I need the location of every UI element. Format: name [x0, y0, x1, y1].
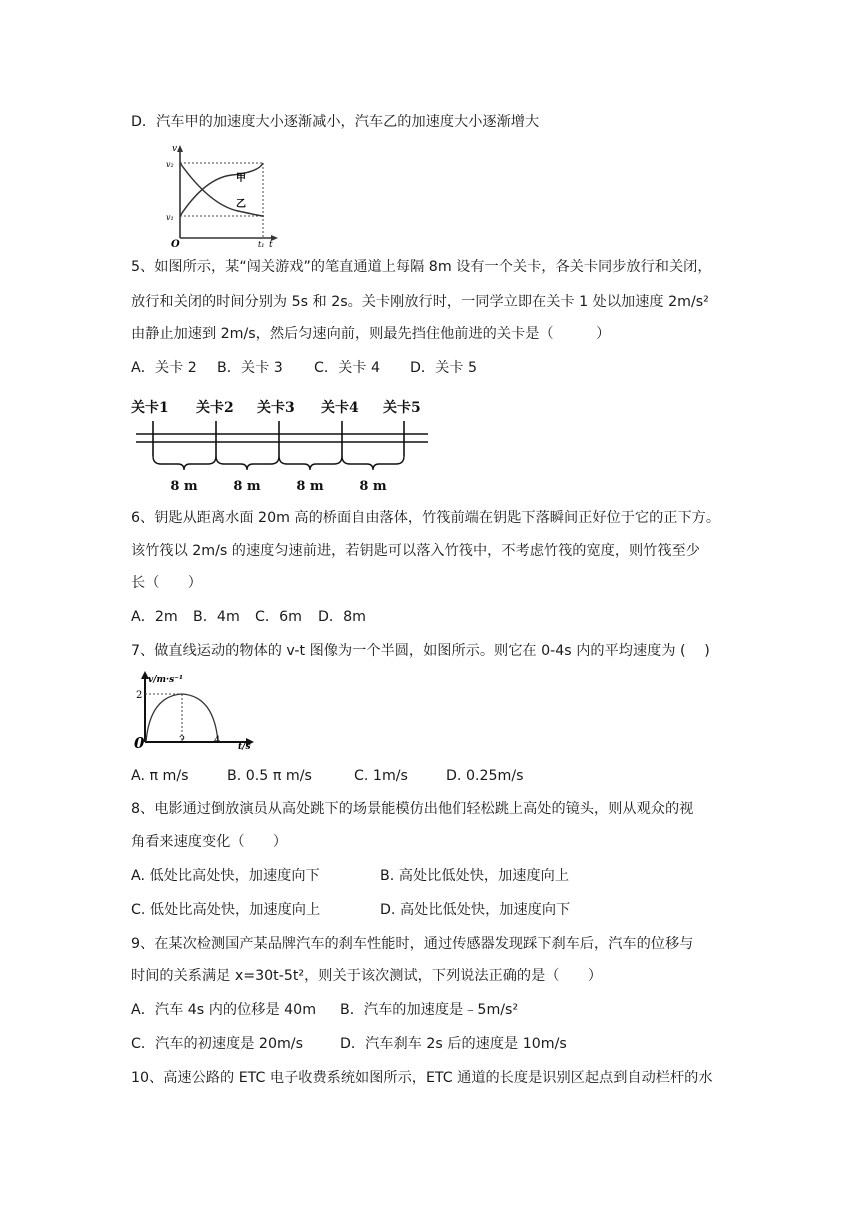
- q7-y-tick-2: 2: [136, 690, 143, 701]
- q6-option-c: C．6m: [255, 609, 302, 625]
- q6-line-3: 长（ ）: [131, 575, 202, 591]
- q8-option-a: A. 低处比高处快，加速度向下: [131, 868, 320, 884]
- q4-yi-label: 乙: [236, 199, 246, 210]
- q9-option-b: B．汽车的加速度是﹣5m/s²: [340, 1002, 519, 1018]
- q7-option-d: D. 0.25m/s: [446, 768, 524, 784]
- q7-x-axis-label: t/s: [238, 742, 251, 750]
- q6-line-1: 6、钥匙从距离水面 20m 高的桥面自由落体，竹筏前端在钥匙下落瞬间正好位于它的正下方。: [131, 510, 721, 526]
- q5-gates-diagram: [128, 394, 433, 496]
- gate-2-label: 关卡2: [196, 400, 234, 416]
- spacing-label-4: 8 m: [359, 479, 387, 494]
- q9-option-a: A．汽车 4s 内的位移是 40m: [131, 1002, 317, 1018]
- q4-v2-label: v₂: [166, 160, 174, 169]
- q8-line-1: 8、电影通过倒放演员从高处跳下的场景能模仿出他们轻松跳上高处的镜头，则从观众的视: [131, 801, 694, 817]
- gate-4-label: 关卡4: [321, 400, 359, 416]
- q9-option-d: D．汽车刹车 2s 后的速度是 10m/s: [340, 1036, 567, 1052]
- q4-origin-label: O: [171, 239, 180, 248]
- q7-origin-label: 0: [134, 734, 145, 750]
- q10-line-1: 10、高速公路的 ETC 电子收费系统如图所示，ETC 通道的长度是识别区起点到自动栏杆的水: [131, 1070, 713, 1086]
- q5-option-c: C．关卡 4: [314, 360, 381, 376]
- q5-option-b: B．关卡 3: [217, 360, 283, 376]
- q5-line-2: 放行和关闭的时间分别为 5s 和 2s。关卡刚放行时，一同学立即在关卡 1 处以加速度 2m/s²: [131, 294, 709, 310]
- gate-5-label: 关卡5: [383, 400, 421, 416]
- q5-option-d: D．关卡 5: [410, 360, 478, 376]
- q9-option-c: C．汽车的初速度是 20m/s: [131, 1036, 303, 1052]
- q4-v1-label: v₁: [166, 213, 174, 222]
- q5-line-3: 由静止加速到 2m/s，然后匀速向前，则最先挡住他前进的关卡是（ ）: [131, 326, 611, 342]
- q9-line-1: 9、在某次检测国产某品牌汽车的刹车性能时，通过传感器发现踩下刹车后，汽车的位移与: [131, 936, 694, 952]
- q6-option-d: D．8m: [318, 609, 366, 625]
- spacing-label-1: 8 m: [170, 479, 198, 494]
- q6-options: [131, 607, 366, 627]
- q4-jia-label: 甲: [236, 173, 246, 184]
- q7-option-b: B. 0.5 π m/s: [227, 768, 312, 784]
- q5-options: [131, 358, 477, 378]
- q4-option-d: D．汽车甲的加速度大小逐渐减小，汽车乙的加速度大小逐渐增大: [131, 114, 540, 130]
- q8-options-row-1: [131, 866, 569, 886]
- q6-option-b: B．4m: [193, 609, 240, 625]
- gate-3-label: 关卡3: [257, 400, 295, 416]
- q7-x-tick-4: 4: [214, 735, 221, 746]
- q4-vt-graph: [160, 143, 280, 248]
- q6-option-a: A．2m: [131, 609, 178, 625]
- q7-option-c: C. 1m/s: [354, 768, 408, 784]
- q4-x-axis-label: t: [269, 240, 273, 248]
- q8-option-d: D. 高处比低处快，加速度向下: [380, 902, 571, 918]
- curve-jia: [180, 163, 263, 216]
- q7-x-tick-2: 2: [179, 735, 186, 746]
- q7-semicircle-graph: [130, 670, 265, 750]
- q9-options-row-2: [131, 1034, 567, 1054]
- q9-options-row-1: [131, 1000, 518, 1020]
- q8-line-2: 角看来速度变化（ ）: [131, 834, 288, 850]
- q7-y-axis-label: v/m·s⁻¹: [148, 675, 183, 685]
- q4-t1-label: t₁: [258, 240, 265, 248]
- q4-y-axis-label: v: [172, 144, 178, 154]
- q6-line-2: 该竹筏以 2m/s 的速度匀速前进，若钥匙可以落入竹筏中，不考虑竹筏的宽度，则竹筏至少: [131, 543, 700, 559]
- q5-option-a: A．关卡 2: [131, 360, 197, 376]
- spacing-label-2: 8 m: [233, 479, 261, 494]
- q9-line-2: 时间的关系满足 x=30t-5t²，则关于该次测试，下列说法正确的是（ ）: [131, 968, 603, 984]
- q8-option-c: C. 低处比高处快，加速度向上: [131, 902, 321, 918]
- q5-line-1: 5、如图所示，某“闯关游戏”的笔直通道上每隔 8m 设有一个关卡，各关卡同步放行和关闭，: [131, 259, 712, 275]
- q7-option-a: A. π m/s: [131, 768, 189, 784]
- q7-options: [131, 766, 524, 786]
- gate-1-label: 关卡1: [131, 400, 169, 416]
- q8-options-row-2: [131, 900, 570, 920]
- spacing-label-3: 8 m: [296, 479, 324, 494]
- q8-option-b: B. 高处比低处快，加速度向上: [380, 868, 570, 884]
- q7-line-1: 7、做直线运动的物体的 v-t 图像为一个半圆，如图所示。则它在 0-4s 内的平均速度为 ( ): [131, 643, 710, 659]
